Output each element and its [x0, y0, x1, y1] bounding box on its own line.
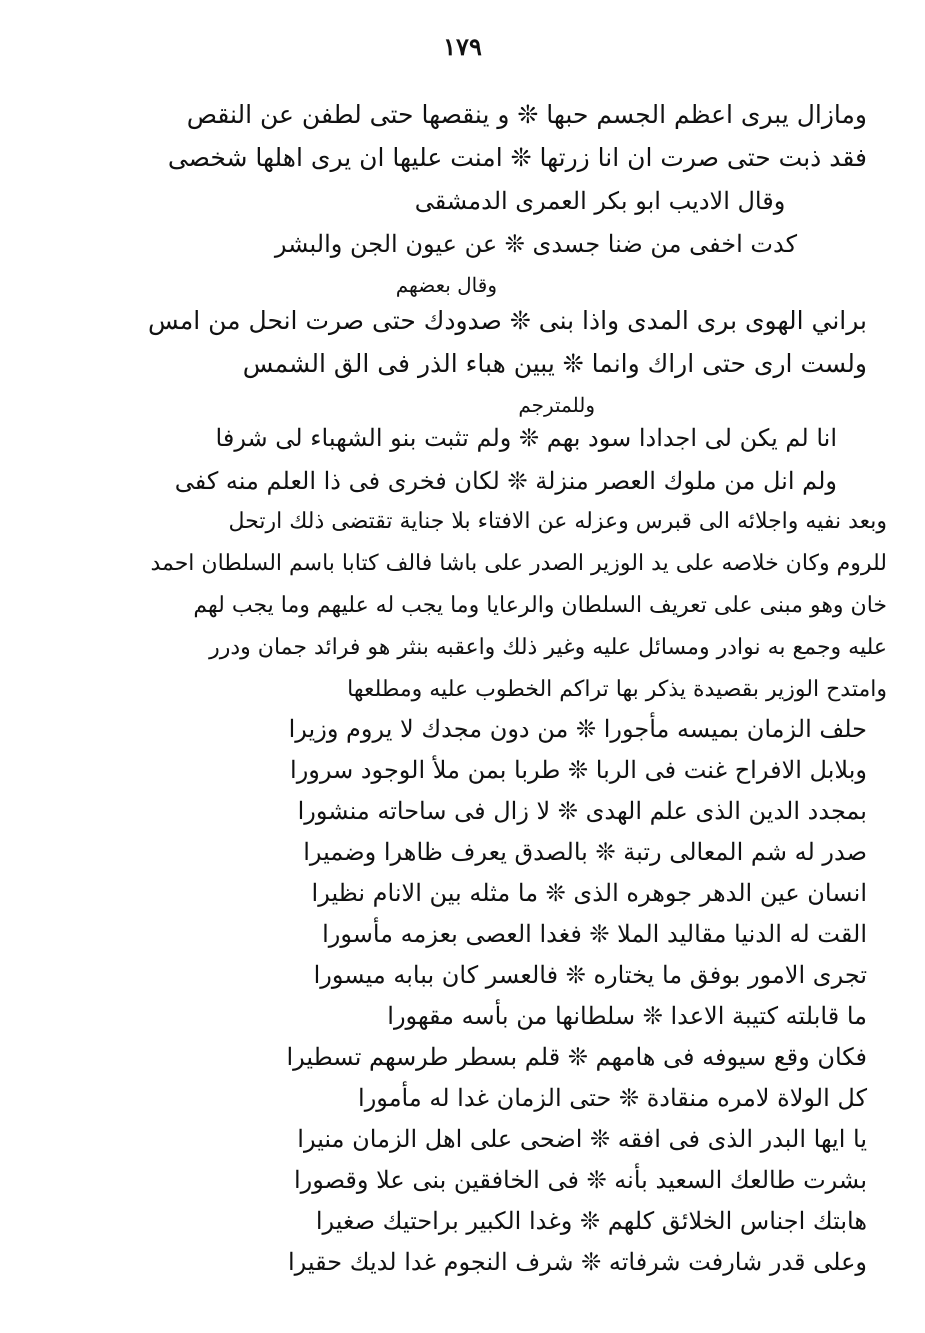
poem-verse: وعلى قدر شارفت شرفاته ❊ شرف النجوم غدا لديك حقيرا	[288, 1248, 867, 1276]
poem-verse: بشرت طالعك السعيد بأنه ❊ فى الخافقين بنى علا وقصورا	[293, 1166, 867, 1194]
section-heading: وقال بعضهم	[395, 273, 497, 297]
text-line: وبعد نفيه واجلائه الى قبرس وعزله عن الافتاء بلا جناية تقتضى ذلك ارتحل	[228, 509, 887, 534]
text-line: للروم وكان خلاصه على يد الوزير الصدر على باشا فالف كتابا باسم السلطان احمد	[150, 551, 887, 576]
poem-verse: وبلابل الافراح غنت فى الربا ❊ طربا بمن ملأ الوجود سرورا	[290, 756, 867, 784]
text-line: براني الهوى برى المدى واذا بنى ❊ صدودك حتى صرت انحل من امس	[148, 306, 867, 335]
poem-verse: حلف الزمان بميسه مأجورا ❊ من دون مجدك لا يروم وزيرا	[288, 715, 867, 743]
text-line: انا لم يكن لى اجدادا سود بهم ❊ ولم تثبت بنو الشهباء لى شرفا	[215, 424, 837, 452]
poem-verse: انسان عين الدهر جوهره الذى ❊ ما مثله بين الانام نظيرا	[311, 879, 867, 907]
poem-verse: بمجدد الدين الذى علم الهدى ❊ لا زال فى ساحاته منشورا	[297, 797, 867, 825]
poem-verse: تجرى الامور بوفق ما يختاره ❊ فالعسر كان ببابه ميسورا	[313, 961, 867, 989]
poem-verse: صدر له شم المعالى رتبة ❊ بالصدق يعرف ظاهرا وضميرا	[303, 838, 867, 866]
poem-verse: كل الولاة لامره منقادة ❊ حتى الزمان غدا له مأمورا	[358, 1084, 867, 1112]
section-heading: وللمترجم	[518, 393, 595, 417]
text-line: ولم انل من ملوك العصر منزلة ❊ لكان فخرى فى ذا العلم منه كفى	[174, 467, 837, 495]
poem-verse: القت له الدنيا مقاليد الملا ❊ فغدا العصى بعزمه مأسورا	[322, 920, 867, 948]
poem-verse: فكان وقع سيوفه فى هامهم ❊ قلم بسطر طرسهم تسطيرا	[286, 1043, 867, 1071]
text-line: ولست ارى حتى اراك وانما ❊ يبين هباء الذر فى الق الشمس	[242, 349, 867, 378]
poem-verse: يا ايها البدر الذى فى افقه ❊ اضحى على اهل الزمان منيرا	[297, 1125, 867, 1153]
text-line: فقد ذبت حتى صرت ان انا زرتها ❊ امنت عليها ان يرى اهلها شخصى	[167, 143, 867, 172]
text-line: عليه وجمع به نوادر ومسائل عليه وغير ذلك واعقبه بنثر هو فرائد جمان ودرر	[209, 635, 887, 660]
text-line: كدت اخفى من ضنا جسدى ❊ عن عيون الجن والبشر	[274, 230, 797, 258]
section-heading: وقال الاديب ابو بكر العمرى الدمشقى	[414, 187, 786, 215]
page-number: ١٧٩	[443, 32, 482, 61]
poem-verse: ما قابلته كتيبة الاعدا ❊ سلطانها من بأسه مقهورا	[387, 1002, 867, 1030]
text-line: خان وهو مبنى على تعريف السلطان والرعايا وما يجب له عليهم وما يجب لهم	[193, 593, 887, 618]
poem-verse: هابتك اجناس الخلائق كلهم ❊ وغدا الكبير براحتيك صغيرا	[315, 1207, 867, 1235]
text-line: ومازال يبرى اعظم الجسم حبها ❊ و ينقصها حتى لطفن عن النقص	[186, 100, 867, 129]
text-line: وامتدح الوزير بقصيدة يذكر بها تراكم الخطوب عليه ومطلعها	[347, 677, 887, 702]
